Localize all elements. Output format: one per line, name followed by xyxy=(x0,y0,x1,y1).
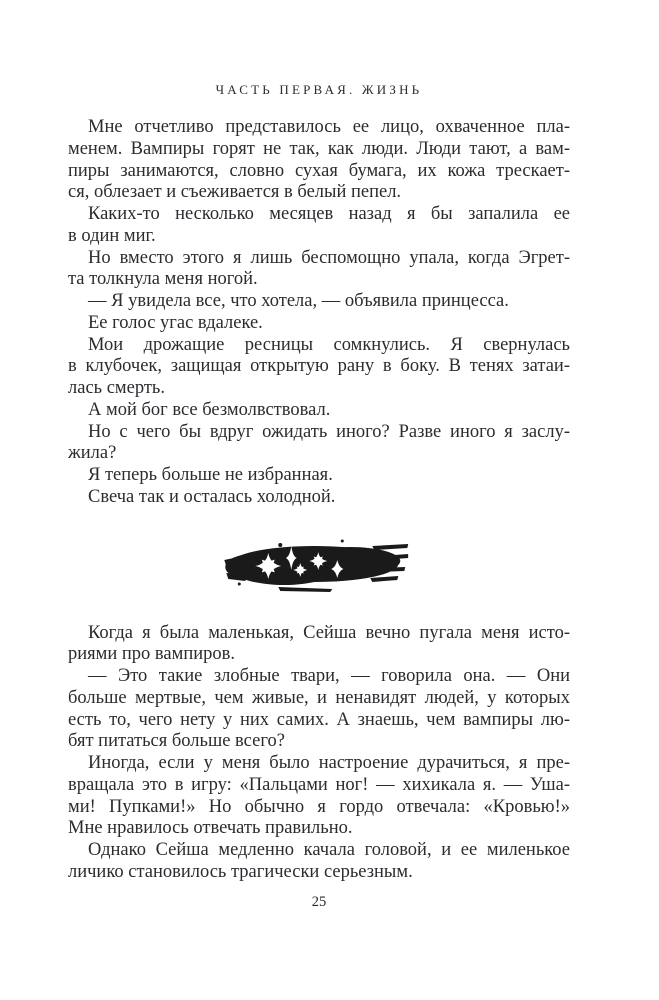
page-number: 25 xyxy=(311,894,327,910)
text-line: Я теперь больше не избранная. xyxy=(88,465,333,485)
paragraph xyxy=(68,204,570,248)
text-line: Мне нравилось отвечать правильно. xyxy=(68,818,353,839)
text-line: бят питаться больше всего? xyxy=(68,731,285,752)
body-text xyxy=(68,117,570,884)
text-line: та толкнула меня ногой. xyxy=(68,269,258,290)
text-line: Ее голос угас вдалеке. xyxy=(88,312,263,333)
paragraph xyxy=(68,753,570,840)
paragraph xyxy=(68,623,570,667)
text-line: в один миг. xyxy=(68,225,156,246)
text-line: вращала это в игру: «Пальцами ног! — хихикала я. — Уша- xyxy=(68,774,570,795)
ink-smudge-divider-graphic xyxy=(222,537,408,593)
text-line: ся, облезает и съеживается в белый пепел. xyxy=(68,182,402,203)
text-line: личико становилось трагически серьезным. xyxy=(68,861,413,882)
text-line: лась смерть. xyxy=(68,378,165,398)
text-line: Каких-то несколько месяцев назад я бы запалила ее xyxy=(88,204,570,224)
text-line: Но с чего бы вдруг ожидать иного? Разве иного я заслу- xyxy=(88,421,570,442)
text-line: риями про вампиров. xyxy=(68,644,235,665)
paragraph-group-top xyxy=(68,117,570,509)
text-line: больше мертвые, чем живые, и ненавидят людей, у которых xyxy=(68,687,570,708)
text-line: Иногда, если у меня было настроение дурачиться, я пре- xyxy=(88,753,570,773)
paragraph xyxy=(68,248,570,292)
text-line: А мой бог все безмолвствовал. xyxy=(88,399,331,420)
paragraph xyxy=(68,666,570,753)
text-line: Однако Сейша медленно качала головой, и ее миленькое xyxy=(88,840,570,860)
paragraph xyxy=(68,422,570,466)
text-line: Когда я была маленькая, Сейша вечно пугала меня исто- xyxy=(88,622,570,643)
text-line: Мне отчетливо представилось ее лицо, охваченное пла- xyxy=(88,117,570,137)
text-line: менем. Вампиры горят не так, как люди. Люди тают, а вам- xyxy=(68,138,570,159)
paragraph xyxy=(68,291,570,313)
paragraph xyxy=(68,117,570,204)
text-line: — Я увидела все, что хотела, — объявила принцесса. xyxy=(88,291,509,311)
paragraph xyxy=(68,313,570,335)
text-line: пиры занимаются, словно сухая бумага, их кожа трескает- xyxy=(68,160,570,181)
text-line: — Это такие злобные твари, — говорила она. — Они xyxy=(88,666,570,686)
paragraph xyxy=(68,400,570,422)
section-divider xyxy=(68,537,570,593)
paragraph xyxy=(68,840,570,884)
paragraph xyxy=(68,465,570,487)
text-line: Мои дрожащие ресницы сомкнулись. Я свернулась xyxy=(88,334,570,355)
text-line: в клубочек, защищая открытую рану в боку. В тенях затаи- xyxy=(68,356,570,377)
text-line: Свеча так и осталась холодной. xyxy=(88,486,336,507)
ink-smudge-shape xyxy=(224,539,408,592)
paragraph-group-bottom xyxy=(68,623,570,884)
text-line: ми! Пупками!» Но обычно я гордо отвечала: «Кровью!» xyxy=(68,796,570,817)
text-line: есть то, чего нету у них самих. А знаешь, чем вампиры лю- xyxy=(68,709,570,730)
paragraph xyxy=(68,487,570,509)
running-head: ЧАСТЬ ПЕРВАЯ. ЖИЗНЬ xyxy=(215,82,423,97)
text-line: жила? xyxy=(68,443,117,464)
text-line: Но вместо этого я лишь беспомощно упала, когда Эгрет- xyxy=(88,247,570,268)
paragraph xyxy=(68,335,570,400)
